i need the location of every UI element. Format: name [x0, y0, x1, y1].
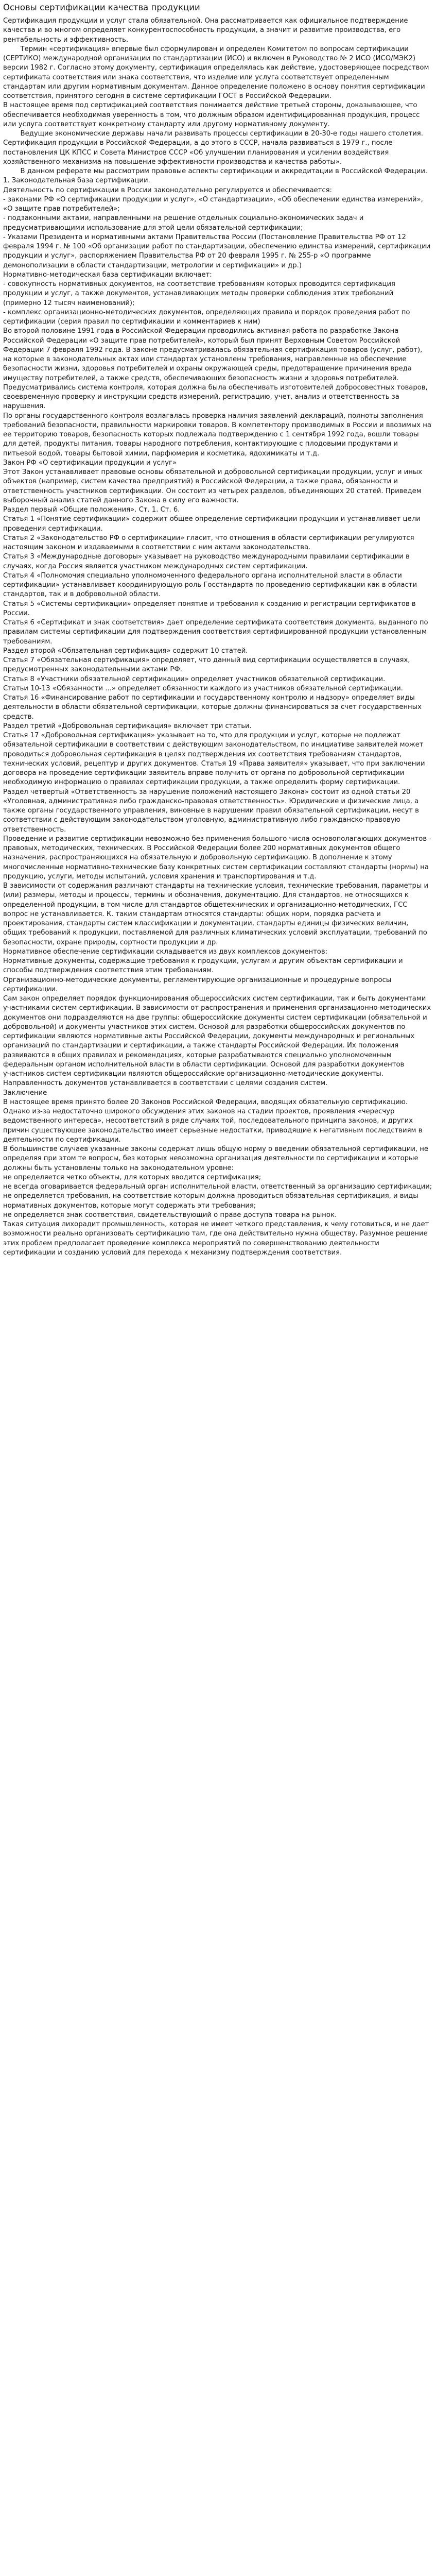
paragraph: Статья 16 «Финансирование работ по сертификации и государственному контролю и надзору» определяет виды деятельности в области обязательной сертификации, которые должны финансироваться за счет государственных средств. — [3, 694, 424, 721]
paragraph: Статья 7 «Обязательная сертификация» определяет, что данный вид сертификации осуществляется в случаях, предусмотренных законодательными актами РФ. — [3, 656, 412, 674]
paragraph: Нормативные документы, содержащие требования к продукции, услугам и другим объектам сертификации и способы подтверждения соответствия этим требованиям. — [3, 957, 405, 975]
paragraph: не определяется знак соответствия, свидетельствующий о праве доступа товара на рынок. — [3, 1211, 337, 1219]
paragraph: Деятельность по сертификации в России законодательно регулируется и обеспечивается: — [3, 186, 332, 194]
paragraph: Статья 1 «Понятие сертификации» содержит общее определение сертификации продукции и устанавливает цели проведения сертификации. — [3, 515, 423, 533]
paragraph: Во второй половине 1991 года в Российской Федерации проводились активная работа по разработке Закона Российской Федерации «О защите прав потребителей», который был принят Верховным Советом Российской Федерации 7 февраля 1992 года. В законе предусматривалась обязательная сертификация товаров (услуг, работ), на которые в законодательных актах или стандартах установлены требования, направленные на обеспечение безопасности жизни, здоровья потребителей и охраны окружающей среды, предотвращение причинения вреда имуществу потребителей, а также средств, обеспечивающих безопасность жизни и здоровья потребителей. Предусматривались система контроля, которая должна была обеспечивать изготовителей добросовестных товаров, своевременную проверку и инструкции средств измерений, регистрацию, учет, анализ и ответственность за нарушения. — [3, 327, 430, 411]
paragraph: Статья 3 «Международные договоры» указывает на руководство международными правилами сертификации в случаях, когда Россия является участником международных систем сертификации. — [3, 553, 412, 570]
paragraph: Раздел четвертый «Ответственность за нарушение положений настоящего Закона» состоит из одной статьи 20 «Уголовная, административная либо гражданско-правовая ответственность». Юридические и физические лица, а также органы государственного управления, виновные в нарушении правил обязательной сертификации, несут в соответствии с действующим законодательством уголовную, административную либо гражданско-правовую ответственность. — [3, 788, 422, 834]
paragraph: В настоящее время под сертификацией соответствия понимается действие третьей стороны, доказывающее, что обеспечивается необходимая уверенность в том, что должным образом идентифицированная продукция, процесс или услуга соответствует конкретному стандарту или другому нормативному документу. — [3, 101, 422, 128]
paragraph: Такая ситуация лихорадит промышленность, которая не имеет четкого представления, к чему готовиться, и не дает возможности реально организовать сертификацию там, где она действительно нужна обществу. Разумное решение этих проблем предполагает проведение комплекса мероприятий по совершенствованию деятельности сертификации и созданию условий для перехода к механизму подтверждения соответствия. — [3, 1221, 431, 1257]
paragraph: Статья 4 «Полномочия специально уполномоченного федерального органа исполнительной власти в области сертификации» устанавливает координирующую роль Госстандарта по проведению сертификации как в области стандартов, так и в добровольной области. — [3, 571, 420, 599]
paragraph: Статья 17 «Добровольная сертификация» указывает на то, что для продукции и услуг, которые не подлежат обязательной сертификации в соответствии с действующим законодательством, по инициативе заявителей может проводиться добровольная сертификация в целях подтверждения их соответствия требованиям стандартов, технических условий, рецептур и других документов. Статья 19 «Права заявителя» указывает, что при заключении договора на проведение сертификации заявитель вправе получить от органа по добровольной сертификации необходимую информацию о правилах сертификации продукции, а также определить форму сертификации. — [3, 732, 427, 787]
document-body — [3, 16, 433, 1258]
paragraph: Нормативно-методическая база сертификации включает: — [3, 270, 212, 279]
paragraph: Сертификация продукции и услуг стала обязательной. Она рассматривается как официальное подтверждение качества и во многом определяет конкурентоспособность продукции, а значит и развитие производства, его рентабельность и эффективность. — [3, 17, 410, 44]
paragraph: Раздел второй «Обязательная сертификация» содержит 10 статей. — [3, 647, 248, 655]
paragraph: Сам закон определяет порядок функционирования общероссийских систем сертификации, так и быть документами участниками систем сертификации. В зависимости от распространения и применения организационно-методических документов они подразделяются на две группы: общероссийские документы систем сертификации (обязательной и добровольной) и документы участников этих систем. Основой для разработки общероссийских документов по сертификации являются нормативные акты Российской Федерации, документы международных и региональных организаций по стандартизации и сертификации, а также стандарты Российской Федерации. Их положения развиваются в общих правилах и рекомендациях, которые разрабатываются специально уполномоченным федеральным органом исполнительной власти в области сертификации. Основой для разработки документов участников систем сертификации являются общероссийские организационно-методические документы. Направленность документов устанавливается в соответствии с целями создания систем. — [3, 995, 433, 1088]
paragraph: Статья 6 «Сертификат и знак соответствия» дает определение сертификата соответствия документа, выданного по правилам системы сертификации для подтверждения соответствия сертифицированной продукции установленным требованиям. — [3, 619, 430, 646]
paragraph: Статья 5 «Системы сертификации» определяет понятие и требования к созданию и регистрации сертификатов в России. — [3, 600, 418, 617]
paragraph: По органы государственного контроля возлагалась проверка наличия заявлений-деклараций, полноты заполнения требований безопасности, правильности маркировки товаров. В компетентору производимых в России и ввозимых на ее территорию товаров, безопасность которых подлежала подтверждению с 1 сентября 1992 года, вошли товары для детей, продукты питания, товары народного потребления, контактирующие с плодовыми продуктами и питьевой водой, товары бытовой химии, парфюмерия и косметика, ядохимикаты и т.д. — [3, 412, 434, 457]
paragraph: - комплекс организационно-методических документов, определяющих правила и порядок проведения работ по сертификации (серия правил по сертификации и комментариев к ним) — [3, 308, 412, 326]
paragraph: не определяется четко объекты, для которых вводится сертификация; — [3, 1173, 261, 1181]
paragraph: не определяется требования, на соответствие которым должна проводиться обязательная сертификация, и виды нормативных документов, которые могут содержать эти требования; — [3, 1192, 421, 1210]
paragraph: Раздел третий «Добровольная сертификация» включает три статьи. — [3, 722, 252, 730]
paragraph: В зависимости от содержания различают стандарты на технические условия, технические требования, параметры и (или) размеры, методы и процессы, термины и обозначения, документацию. Для стандартов, не относящихся к определенной продукции, в том числе для стандартов общетехнических и организационно-методических, ГСС вопрос не устанавливается. К. таким стандартам относятся стандарты: общих норм, порядка расчета и проектирования, стандарты систем классификации и документации, стандарты единицы физических величин, общих требований к продукции, поставляемой для различных климатических условий эксплуатации, требований по безопасности, охране природы, сортности продукции и др. — [3, 882, 431, 946]
paragraph: Термин «сертификация» впервые был сформулирован и определен Комитетом по вопросам сертификации (СЕРТИКО) международной организации по стандартизации (ИСО) и включен в Руководство № 2 ИСО (ИСО/МЭК2) версии 1982 г. Согласно этому документу, сертификация определялась как действие, удостоверяющее посредством сертификата соответствия или знака соответствия, что изделие или услуга соответствует определенным стандартам или другим нормативным документам. Данное определение положено в основу понятия сертификации соответствия, принятого сегодня в системе сертификации ГОСТ в Российской Федерации. — [3, 45, 431, 100]
paragraph: - подзаконными актами, направленными на решение отдельных социально-экономических задач и предусматривающими использование для этой цели обязательной сертификации; — [3, 214, 366, 232]
paragraph: В большинстве случаев указанные законы содержат лишь общую норму о введении обязательной сертификации, не определяя при этом те вопросы, без которых невозможна организация деятельности по сертификации и которые должны быть установлены только на законодательном уровне: — [3, 1145, 431, 1172]
paragraph: - законами РФ «О сертификации продукции и услуг», «О стандартизации», «Об обеспечении единства измерений», «О защите прав потребителей»; — [3, 195, 425, 213]
paragraph: Статьи 10-13 «Обязанности ...» определяет обязанности каждого из участников обязательной сертификации. — [3, 684, 403, 692]
document — [0, 0, 436, 1258]
paragraph: Статья 2 «Законодательство РФ о сертификации» гласит, что отношения в области сертификации регулируются настоящим законом и издаваемыми в соответствии с ним актами законодательства. — [3, 534, 416, 551]
paragraph: Заключение — [3, 1089, 47, 1097]
page-title: Основы сертификации качества продукции — [3, 3, 200, 12]
paragraph: Нормативное обеспечение сертификации складывается из двух комплексов документов: — [3, 947, 328, 956]
paragraph: не всегда оговаривается федеральный орган исполнительной власти, ответственный за организацию сертификации; — [3, 1183, 432, 1191]
paragraph: В данном реферате мы рассмотрим правовые аспекты сертификации и аккредитации в Российской Федерации. — [3, 167, 428, 175]
paragraph: 1. Законодательная база сертификации. — [3, 177, 150, 185]
paragraph: Раздел первый «Общие положения». Ст. 1. Ст. 6. — [3, 506, 180, 514]
paragraph: В настоящее время принято более 20 Законов Российской Федерации, вводящих обязательную сертификацию. Однако из-за недостаточно широкого обсуждения этих законов на стадии проектов, проявления «чересчур ведомственного интереса», несоответствий в ряде случаях той, последовательного принципа законов, и других причин существующее законодательство имеет серьезные недостатки, приводящие к негативным последствиям в деятельности по сертификации. — [3, 1098, 425, 1144]
paragraph: Статья 8 «Участники обязательной сертификации» определяет участников обязательной сертификации. — [3, 675, 386, 683]
paragraph: Закон РФ «О сертификации продукции и услуг» — [3, 459, 177, 467]
paragraph: - Указами Президента и нормативными актами Правительства России (Постановление Правительства РФ от 12 февраля 1994 г. № 100 «Об организации работ по стандартизации, обеспечению единства измерений, сертификации продукции и услуг», распоряжением Правительства РФ от 20 февраля 1995 г. № 255-р «О программе демонополизации в области стандартизации, метрологии и сертификации» и др.) — [3, 233, 433, 269]
paragraph: Этот Закон устанавливает правовые основы обязательной и добровольной сертификации продукции, услуг и иных объектов (например, систем качества предприятий) в Российской Федерации, а также права, обязанности и ответственность участников сертификации. Он состоит из четырех разделов, объединяющих 20 статей. Приведем выборочный анализ статей данного Закона в силу его важности. — [3, 468, 425, 504]
paragraph: Ведущие экономические державы начали развивать процессы сертификации в 20-30-е годы нашего столетия. Сертификация продукции в Российской Федерации, а до этого в СССР, начала развиваться в 1979 г., после постановления ЦК КПСС и Совета Министров СССР «Об улучшении планирования и усилении воздействия хозяйственного механизма на повышение эффективности производства и качества работы». — [3, 130, 426, 166]
paragraph: Организационно-методические документы, регламентирующие организационные и процедурные вопросы сертификации. — [3, 976, 394, 993]
paragraph: Проведение и развитие сертификации невозможно без применения большого числа основополагающих документов - правовых, методических, технических. В Российской Федерации более 200 нормативных документов общего назначения, распространяющихся на обязательную и добровольную сертификацию. В дополнение к этому многочисленные нормативно-технические базу конкретных систем сертификации составляют стандарты (нормы) на продукцию, услуги, методы испытаний, условия хранения и транспортирования и т.д. — [3, 835, 434, 880]
paragraph: - совокупность нормативных документов, на соответствие требованиям которых проводится сертификация продукции и услуг, а также документов, устанавливающих методы проверки соблюдения этих требований (примерно 12 тысяч наименований); — [3, 280, 398, 307]
